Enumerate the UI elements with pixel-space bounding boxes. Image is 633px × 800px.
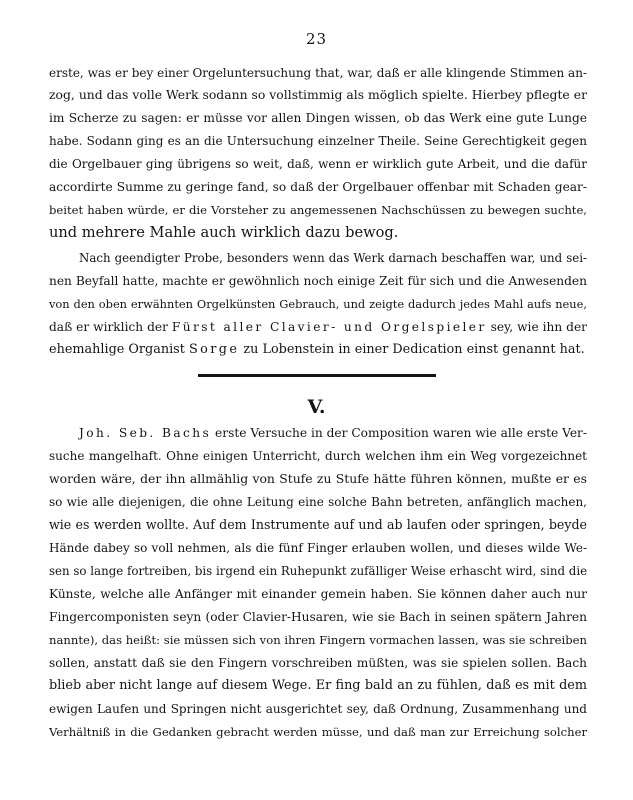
text-line: ewigen Laufen und Springen nicht ausgerichtet sey, daß Ordnung, Zusammenhang und: [49, 702, 587, 716]
section-divider: [198, 374, 436, 377]
text-line: accordirte Summe zu geringe fand, so daß der Orgelbauer offenbar mit Schaden gear-: [49, 180, 587, 194]
text-line: suche mangelhaft. Ohne einigen Unterricht, durch welchen ihm ein Weg vorgezeichnet: [49, 449, 587, 463]
text-segment: sey, wie ihn der: [486, 320, 587, 334]
text-line: die Orgelbauer ging übrigens so weit, daß, wenn er wirklich gute Arbeit, und die dafür: [49, 157, 587, 171]
text-line: Künste, welche alle Anfänger mit einander gemein haben. Sie können daher auch nur: [49, 587, 587, 601]
text-line: Nach geendigter Probe, besonders wenn das Werk darnach beschaffen war, und sei-: [79, 251, 587, 265]
emphasized-name: Sorge: [188, 342, 240, 357]
text-line: sollen, anstatt daß sie den Fingern vorschreiben müßten, was sie spielen sollen. Bach: [49, 656, 587, 670]
page-number: 23: [305, 30, 328, 48]
text-line: so wie alle diejenigen, die ohne Leitung eine solche Bahn betreten, anfänglich machen,: [49, 495, 587, 509]
text-line: Fingercomponisten seyn (oder Clavier-Husaren, wie sie Bach in seinen spätern Jahren: [49, 610, 587, 624]
text-line: Verhältniß in die Gedanken gebracht werden müsse, und daß man zur Erreichung solcher: [49, 725, 587, 739]
text-line: [49, 340, 587, 360]
text-line: habe. Sodann ging es an die Untersuchung einzelner Theile. Seine Gerechtigkeit gegen: [49, 134, 587, 148]
text-line: blieb aber nicht lange auf diesem Wege. Er fing bald an zu fühlen, daß es mit dem: [49, 678, 587, 693]
emphasized-phrase: Fürst aller Clavier- und Orgelspieler: [171, 320, 487, 334]
text-line: sen so lange fortreiben, bis irgend ein Ruhepunkt zufälliger Weise erhascht wird, sind die: [49, 564, 588, 578]
text-segment: ehemahlige Organist: [49, 342, 189, 357]
text-line: [79, 423, 587, 443]
text-line: [49, 317, 587, 337]
text-line: von den oben erwähnten Orgelkünsten Gebrauch, und zeigte dadurch jedes Mahl aufs neue,: [49, 297, 587, 311]
text-segment: zu Lobenstein in einer Dedication einst genannt hat.: [239, 342, 585, 357]
text-line: im Scherze zu sagen: er müsse vor allen Dingen wissen, ob das Werk eine gute Lunge: [49, 111, 587, 125]
text-line: und mehrere Mahle auch wirklich dazu bewog.: [49, 224, 399, 241]
text-line: wie es werden wollte. Auf dem Instrumente auf und ab laufen oder springen, beyde: [49, 517, 587, 532]
text-line: nen Beyfall hatte, machte er gewöhnlich noch einige Zeit für sich und die Anwesenden: [49, 274, 587, 288]
text-segment: daß er wirklich der: [49, 320, 172, 334]
emphasized-name: Joh. Seb. Bachs: [79, 426, 212, 440]
text-line: beitet haben würde, er die Vorsteher zu angemessenen Nachschüssen zu bewegen suchte,: [49, 203, 587, 217]
text-line: Hände dabey so voll nehmen, als die fünf Finger erlauben wollen, und dieses wilde We-: [49, 541, 587, 555]
text-line: nannte), das heißt: sie müssen sich von ihren Fingern vormachen lassen, was sie schreiben: [49, 633, 587, 647]
text-line: erste, was er bey einer Orgeluntersuchung that, war, daß er alle klingende Stimmen an-: [49, 66, 587, 80]
text-line: worden wäre, der ihn allmählig von Stufe zu Stufe hätte führen können, mußte er es: [49, 471, 587, 486]
text-segment: erste Versuche in der Composition waren wie alle erste Ver-: [211, 426, 587, 440]
section-heading: V.: [307, 396, 326, 418]
text-line: zog, und das volle Werk sodann so vollstimmig als möglich spielte. Hierbey pflegte er: [49, 87, 587, 102]
